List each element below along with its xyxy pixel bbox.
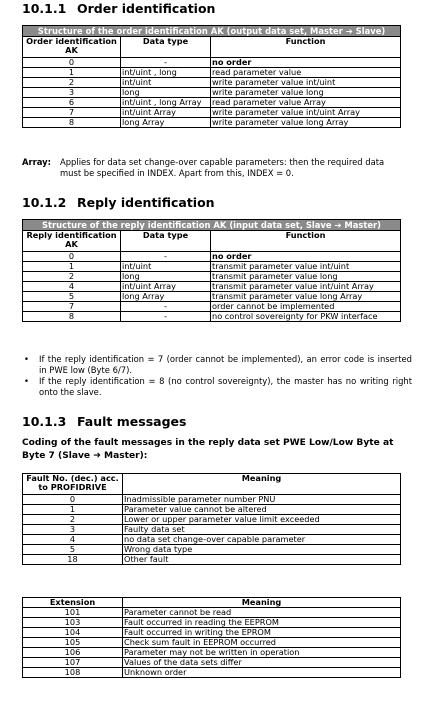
section-title: Order identification [77,1,216,16]
table-cell: 7 [23,302,121,312]
table-cell: 1 [23,505,123,515]
table-cell: 1 [23,68,121,78]
column-header: Reply identification AK [23,231,121,252]
table-cell: 105 [23,638,123,648]
table-row [23,88,401,98]
bullet-icon: • [24,354,29,364]
table-row [23,515,401,525]
note-text: must be specified in INDEX. Apart from this, INDEX = 0. [60,168,294,178]
column-header: Function [211,231,401,252]
table-cell: int/uint Array [121,282,211,292]
table-row [23,525,401,535]
table-cell: 3 [23,525,123,535]
table-cell: int/uint [121,262,211,272]
bullet-text: If the reply identification = 8 (no control sovereignty), the master has no writing right onto the slave. [39,376,412,397]
table-row [23,628,401,638]
table-cell: Check sum fault in EEPROM occurred [123,638,401,648]
column-header: Function [211,37,401,58]
table-cell: 2 [23,272,121,282]
table-cell: write parameter value int/uint Array [211,108,401,118]
table-cell: read parameter value [211,68,401,78]
table-cell: write parameter value long Array [211,118,401,128]
table-row [23,282,401,292]
table-cell: no order [211,252,401,262]
table-row [23,658,401,668]
table-cell: Parameter cannot be read [123,608,401,618]
reply-identification-table [22,219,401,322]
table-row [23,272,401,282]
table-cell: 104 [23,628,123,638]
note-text: Applies for data set change-over capable parameters: then the required data [60,157,385,167]
table-cell: 107 [23,658,123,668]
bullet-item [22,354,412,375]
table-cell: 4 [23,282,121,292]
table-cell: - [121,302,211,312]
table-cell: read parameter value Array [211,98,401,108]
table-cell: long [121,88,211,98]
table-row [23,535,401,545]
table-row [23,648,401,658]
table-cell: 1 [23,262,121,272]
table-cell: 3 [23,88,121,98]
table-cell: write parameter value long [211,88,401,98]
table-cell: int/uint [121,78,211,88]
bullet-text: If the reply identification = 7 (order cannot be implemented), an error code is inserted in PWE low (Byte 6/7). [39,354,412,375]
column-header: Fault No. (dec.) acc. to PROFIDRIVE [23,474,123,495]
table-cell: write parameter value int/uint [211,78,401,88]
table-cell: 0 [23,495,123,505]
table-row [23,78,401,88]
column-header: Meaning [123,474,401,495]
table-row [23,545,401,555]
table-row [23,262,401,272]
table-cell: no data set change-over capable parameter [123,535,401,545]
section-title: Reply identification [77,195,215,210]
table-cell: 4 [23,535,123,545]
table-row [23,118,401,128]
table-cell: Parameter value cannot be altered [123,505,401,515]
table-row [23,668,401,678]
table-row [23,68,401,78]
table-row [23,252,401,262]
note-label: Array: [22,157,51,167]
table-cell: transmit parameter value long Array [211,292,401,302]
table-cell: long Array [121,292,211,302]
table-cell: Fault occurred in reading the EEPROM [123,618,401,628]
table-cell: 8 [23,312,121,322]
table-cell: Values of the data sets differ [123,658,401,668]
table-cell: Faulty data set [123,525,401,535]
table-row [23,495,401,505]
table-row [23,608,401,618]
column-header: Order identification AK [23,37,121,58]
table-cell: 0 [23,252,121,262]
section-number: 10.1.1 [22,1,67,16]
table-cell: no order [211,58,401,68]
column-header: Extension [23,598,123,608]
table-cell: - [121,252,211,262]
section-number: 10.1.3 [22,414,67,429]
table-row [23,505,401,515]
table-cell: 106 [23,648,123,658]
table-cell: 101 [23,608,123,618]
table-cell: Parameter may not be written in operation [123,648,401,658]
table-cell: long [121,272,211,282]
table-cell: transmit parameter value int/uint [211,262,401,272]
fault-number-table [22,473,401,565]
table-cell: 7 [23,108,121,118]
table-row [23,302,401,312]
table-row [23,58,401,68]
column-header: Data type [121,231,211,252]
table-cell: Lower or upper parameter value limit exceeded [123,515,401,525]
fault-coding-intro: Coding of the fault messages in the reply data set PWE Low/Low Byte at Byte 7 (Slave ➔ Master): [22,438,394,461]
table-cell: - [121,58,211,68]
table-cell: int/uint Array [121,108,211,118]
table-cell: 2 [23,78,121,88]
section-heading-reply-identification [22,195,215,210]
table-cell: - [121,312,211,322]
table-cell: Inadmissible parameter number PNU [123,495,401,505]
table-row [23,292,401,302]
table-cell: Wrong data type [123,545,401,555]
table-row [23,638,401,648]
table-cell: 2 [23,515,123,525]
section-heading-order-identification [22,1,215,16]
bullet-item [22,376,412,397]
section-heading-fault-messages [22,414,186,429]
section-number: 10.1.2 [22,195,67,210]
order-identification-table [22,25,401,128]
table-caption: Structure of the reply identification AK (input data set, Slave ➔ Master) [23,220,401,231]
table-row [23,98,401,108]
table-row [23,108,401,118]
column-header: Meaning [123,598,401,608]
table-cell: int/uint , long Array [121,98,211,108]
array-note [22,157,414,179]
table-cell: 0 [23,58,121,68]
table-row [23,618,401,628]
table-row [23,555,401,565]
table-cell: 103 [23,618,123,628]
table-cell: long Array [121,118,211,128]
table-caption: Structure of the order identification AK (output data set, Master ➔ Slave) [23,26,401,37]
table-cell: Other fault [123,555,401,565]
table-cell: transmit parameter value int/uint Array [211,282,401,292]
bullet-icon: • [24,376,29,386]
table-row [23,312,401,322]
section-title: Fault messages [77,414,187,429]
table-cell: 8 [23,118,121,128]
table-cell: 6 [23,98,121,108]
table-cell: no control sovereignty for PKW interface [211,312,401,322]
table-cell: int/uint , long [121,68,211,78]
table-cell: 108 [23,668,123,678]
table-cell: order cannot be implemented [211,302,401,312]
fault-extension-table [22,597,401,678]
table-cell: Unknown order [123,668,401,678]
table-cell: Fault occurred in writing the EPROM [123,628,401,638]
table-cell: 5 [23,292,121,302]
table-cell: transmit parameter value long [211,272,401,282]
table-cell: 5 [23,545,123,555]
column-header: Data type [121,37,211,58]
table-cell: 18 [23,555,123,565]
